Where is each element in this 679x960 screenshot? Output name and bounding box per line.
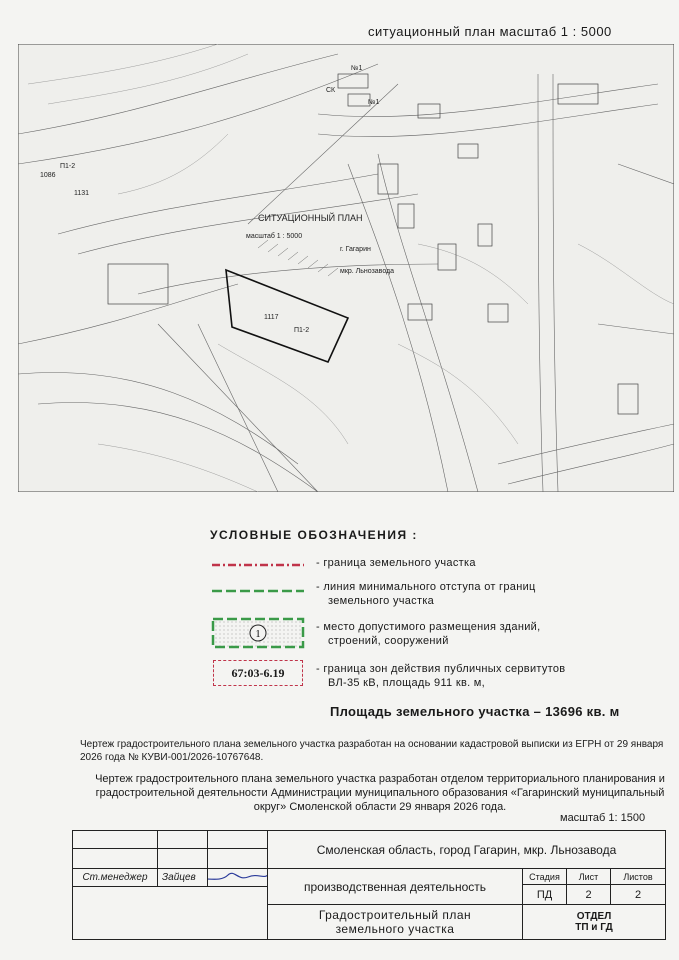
map-label-ck: СК — [326, 87, 336, 94]
map-label-n1: №1 — [351, 65, 363, 72]
legend-item-building-zone: - место допустимого размещения зданий, строений, сооружений — [316, 621, 541, 647]
map-label-1086: 1086 — [40, 172, 56, 179]
map-plan-scale: масштаб 1 : 5000 — [246, 233, 303, 240]
legend-item-setback: - линия минимального отступа от границ земельного участка — [316, 581, 536, 607]
egrn-note: Чертеж градостроительного плана земельного участка разработан на основании кадастровой выписки из ЕГРН от 29 января 2026 года № КУВИ-001/2026-10767648. — [80, 739, 664, 763]
building-zone-number: 1 — [255, 629, 261, 640]
stamp-stage-value: ПД — [523, 885, 567, 905]
stamp-name: Зайцев — [158, 869, 208, 887]
stamp-location: Смоленская область, город Гагарин, мкр. Льнозавода — [268, 831, 665, 869]
situational-map — [18, 44, 674, 492]
legend-item-boundary: - граница земельного участка — [316, 557, 476, 569]
map-label-1131: 1131 — [74, 190, 90, 197]
map-district-label: мкр. Льнозавода — [340, 268, 395, 275]
stamp-signature — [208, 869, 268, 887]
map-left-zone: П1-2 — [60, 163, 76, 170]
servitude-zone-badge: 67:03-6.19 — [213, 660, 303, 686]
parcel-area-text: Площадь земельного участка – 13696 кв. м — [330, 704, 620, 719]
map-city-label: г. Гагарин — [340, 246, 371, 253]
map-parcel-number: 1117 — [264, 314, 279, 321]
developer-note: Чертеж градостроительного плана земельного участка разработан отделом территориального планирования и градостроительной деятельности Администрации муниципального образования «Гагаринский муниципальный округ» Смоленской области 29 января 2026 года. — [95, 773, 665, 813]
title-block-stamp — [72, 830, 666, 940]
boundary-line-symbol — [210, 560, 306, 570]
stamp-role: Ст.менеджер — [73, 869, 158, 887]
stamp-stage-label: Стадия — [523, 869, 567, 885]
stamp-department: ОТДЕЛ ТП и ГД — [575, 911, 613, 933]
map-plan-title: СИТУАЦИОННЫЙ ПЛАН — [258, 213, 363, 223]
legend-title: УСЛОВНЫЕ ОБОЗНАЧЕНИЯ : — [210, 528, 418, 542]
setback-line-symbol — [210, 586, 306, 596]
map-label-n1b: №1 — [368, 99, 380, 106]
drawing-scale: масштаб 1: 1500 — [560, 812, 646, 824]
stamp-sheet-label: Лист — [567, 869, 611, 885]
stamp-sheets-value: 2 — [611, 885, 665, 905]
building-zone-symbol — [210, 616, 306, 650]
stamp-document-title: Градостроительный план земельного участка — [268, 905, 523, 939]
stamp-sheet-value: 2 — [567, 885, 611, 905]
page-header-title: ситуационный план масштаб 1 : 5000 — [368, 24, 612, 39]
stamp-activity: производственная деятельность — [268, 869, 523, 905]
map-parcel-zone: П1-2 — [294, 327, 310, 334]
stamp-sheets-label: Листов — [611, 869, 665, 885]
signature-icon — [208, 869, 267, 887]
legend-item-servitude: - граница зон действия публичных сервитутов ВЛ-35 кВ, площадь 911 кв. м, — [316, 663, 566, 689]
